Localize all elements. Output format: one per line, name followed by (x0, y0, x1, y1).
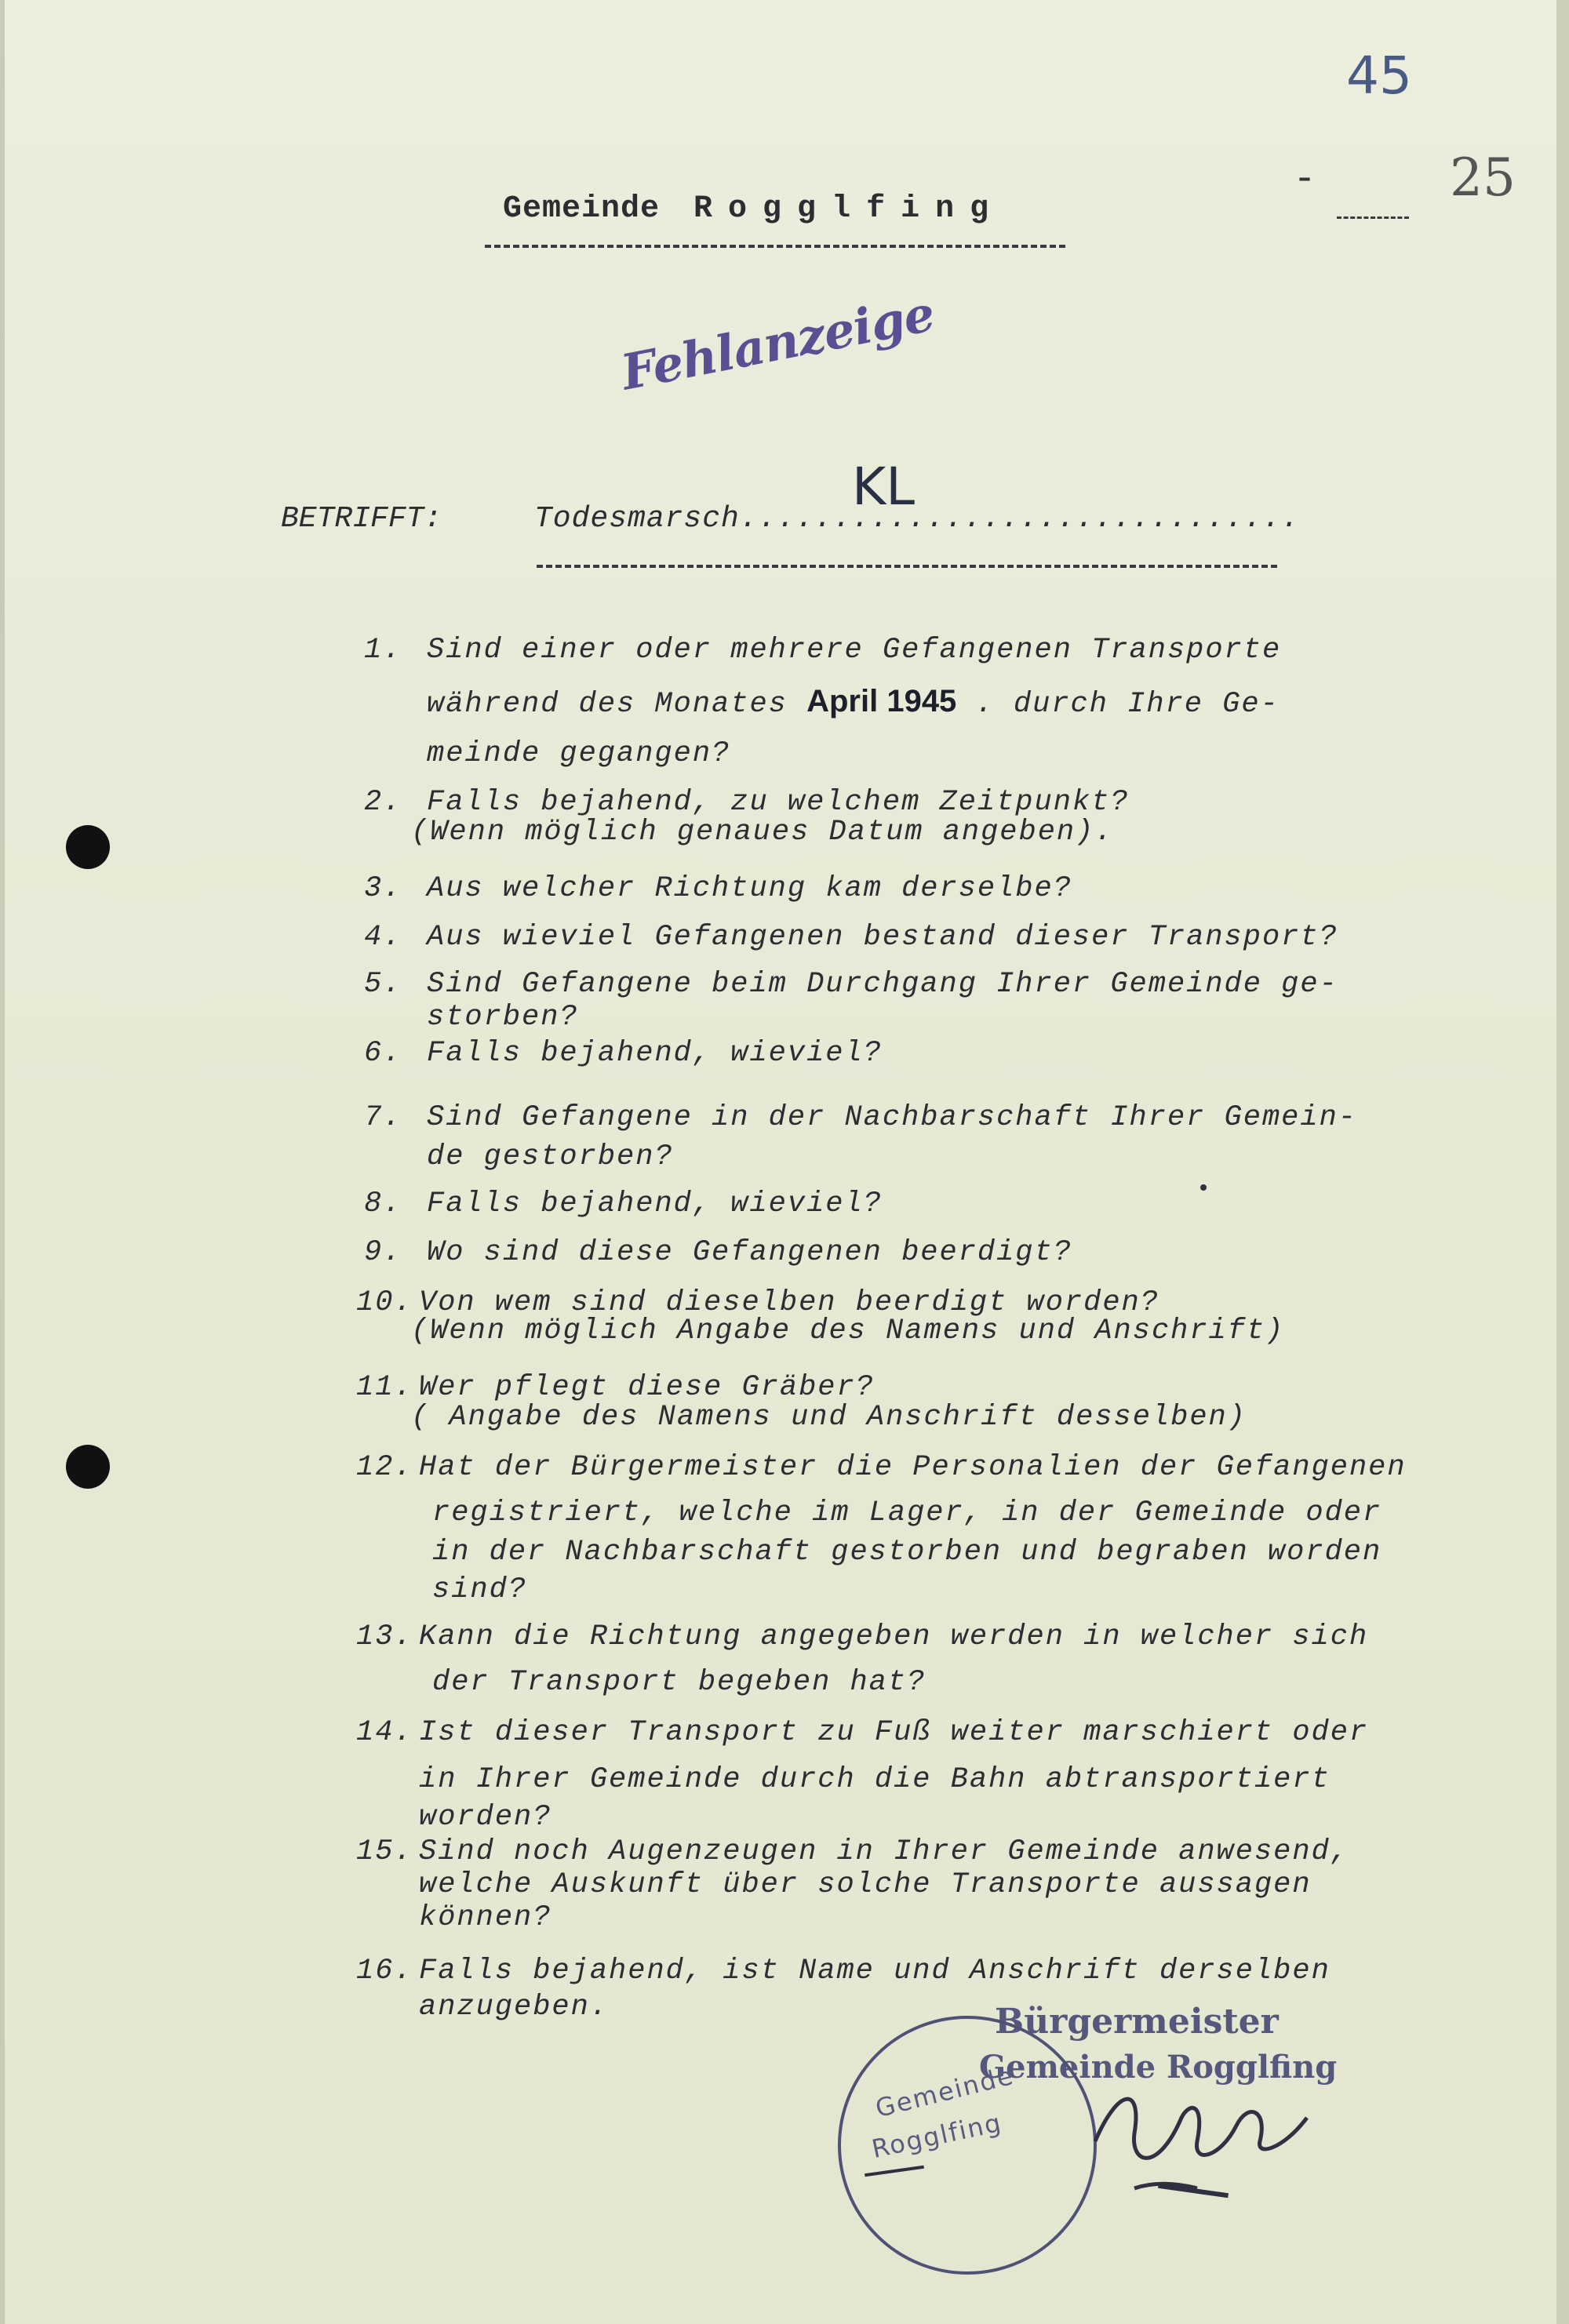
heading-municipality: Rogglfing (693, 191, 1005, 227)
question-9: 9. Wo sind diese Gefangenen beerdigt? (364, 1236, 1072, 1269)
question-15-line-3: können? (419, 1901, 552, 1934)
inserted-date: April 1945 (806, 684, 957, 718)
seal-text-line-2: Rogglfing (868, 2107, 1005, 2165)
question-13-line-1: 13. Kann die Richtung angegeben werden in welcher sich (356, 1620, 1369, 1653)
question-4: 4. Aus wieviel Gefangenen bestand dieser Transport? (364, 921, 1338, 954)
punch-hole-top (66, 825, 110, 869)
question-11-line-2: ( Angabe des Namens und Anschrift desselben) (411, 1401, 1247, 1434)
question-1-line-1: 1. Sind einer oder mehrere Gefangenen Transporte (364, 634, 1282, 667)
question-1-line-2: während des Monates April 1945 . durch Ihre Ge- (427, 684, 1280, 721)
question-2-line-1: 2. Falls bejahend, zu welchem Zeitpunkt? (364, 786, 1130, 819)
signature-title-stamp: Bürgermeister (995, 2002, 1279, 2042)
question-15-line-2: welche Auskunft über solche Transporte aussagen (419, 1868, 1312, 1901)
corner-dash (1337, 216, 1409, 219)
signature-municipality-stamp: Gemeinde Rogglfing (979, 2049, 1338, 2086)
seal-text-line-1: Gemeinde (872, 2060, 1017, 2124)
question-12-line-3: in der Nachbarschaft gestorben und begraben worden (432, 1536, 1382, 1569)
page-heading (503, 191, 1004, 227)
question-12-line-4: sind? (432, 1573, 528, 1606)
question-15-line-1: 15. Sind noch Augenzeugen in Ihrer Gemeinde anwesend, (356, 1835, 1349, 1868)
question-14-line-2: in Ihrer Gemeinde durch die Bahn abtransportiert (419, 1763, 1331, 1796)
betrifft-subject: Todesmarsch.............................. (534, 502, 1300, 536)
heading-prefix: Gemeinde (503, 191, 661, 227)
question-13-line-2: der Transport begeben hat? (432, 1666, 926, 1699)
page-edge (1556, 0, 1569, 2324)
handwritten-signature (1087, 2071, 1323, 2204)
archive-pencil-number: 45 (1346, 45, 1412, 106)
question-12-line-1: 12. Hat der Bürgermeister die Personalien der Gefangenen (356, 1451, 1407, 1484)
betrifft-label: BETRIFFT: (281, 502, 442, 536)
page-number: 25 (1450, 147, 1516, 208)
heading-underline (485, 245, 1065, 248)
question-10-line-2: (Wenn möglich Angabe des Namens und Anschrift) (411, 1315, 1285, 1347)
handwritten-kl: KL (852, 456, 916, 517)
question-6: 6. Falls bejahend, wieviel? (364, 1037, 883, 1070)
question-7-line-2: de gestorben? (427, 1140, 674, 1173)
question-16-line-1: 16. Falls bejahend, ist Name und Anschrift derselben (356, 1955, 1331, 1988)
question-1-line-3: meinde gegangen? (427, 737, 731, 770)
question-5-line-1: 5. Sind Gefangene beim Durchgang Ihrer Gemeinde ge- (364, 968, 1338, 1001)
question-10-line-1: 10. Von wem sind dieselben beerdigt worden? (356, 1286, 1159, 1319)
question-14-line-3: worden? (419, 1801, 552, 1834)
question-14-line-1: 14. Ist dieser Transport zu Fuß weiter marschiert oder (356, 1716, 1369, 1749)
question-2-line-2: (Wenn möglich genaues Datum angeben). (411, 816, 1114, 849)
question-3: 3. Aus welcher Richtung kam derselbe? (364, 872, 1072, 905)
question-8: 8. Falls bejahend, wieviel? (364, 1187, 883, 1220)
ink-dot (1200, 1184, 1207, 1191)
fehlanzeige-stamp: Fehlanzeige (617, 284, 939, 402)
betrifft-underline (537, 565, 1277, 568)
question-7-line-1: 7. Sind Gefangene in der Nachbarschaft Ihrer Gemein- (364, 1101, 1357, 1134)
question-16-line-2: anzugeben. (419, 1991, 610, 2024)
question-5-line-2: storben? (427, 1001, 579, 1034)
corner-mark: - (1298, 154, 1312, 199)
question-11-line-1: 11. Wer pflegt diese Gräber? (356, 1371, 875, 1404)
punch-hole-bottom (66, 1445, 110, 1489)
question-12-line-2: registriert, welche im Lager, in der Gemeinde oder (432, 1497, 1382, 1529)
